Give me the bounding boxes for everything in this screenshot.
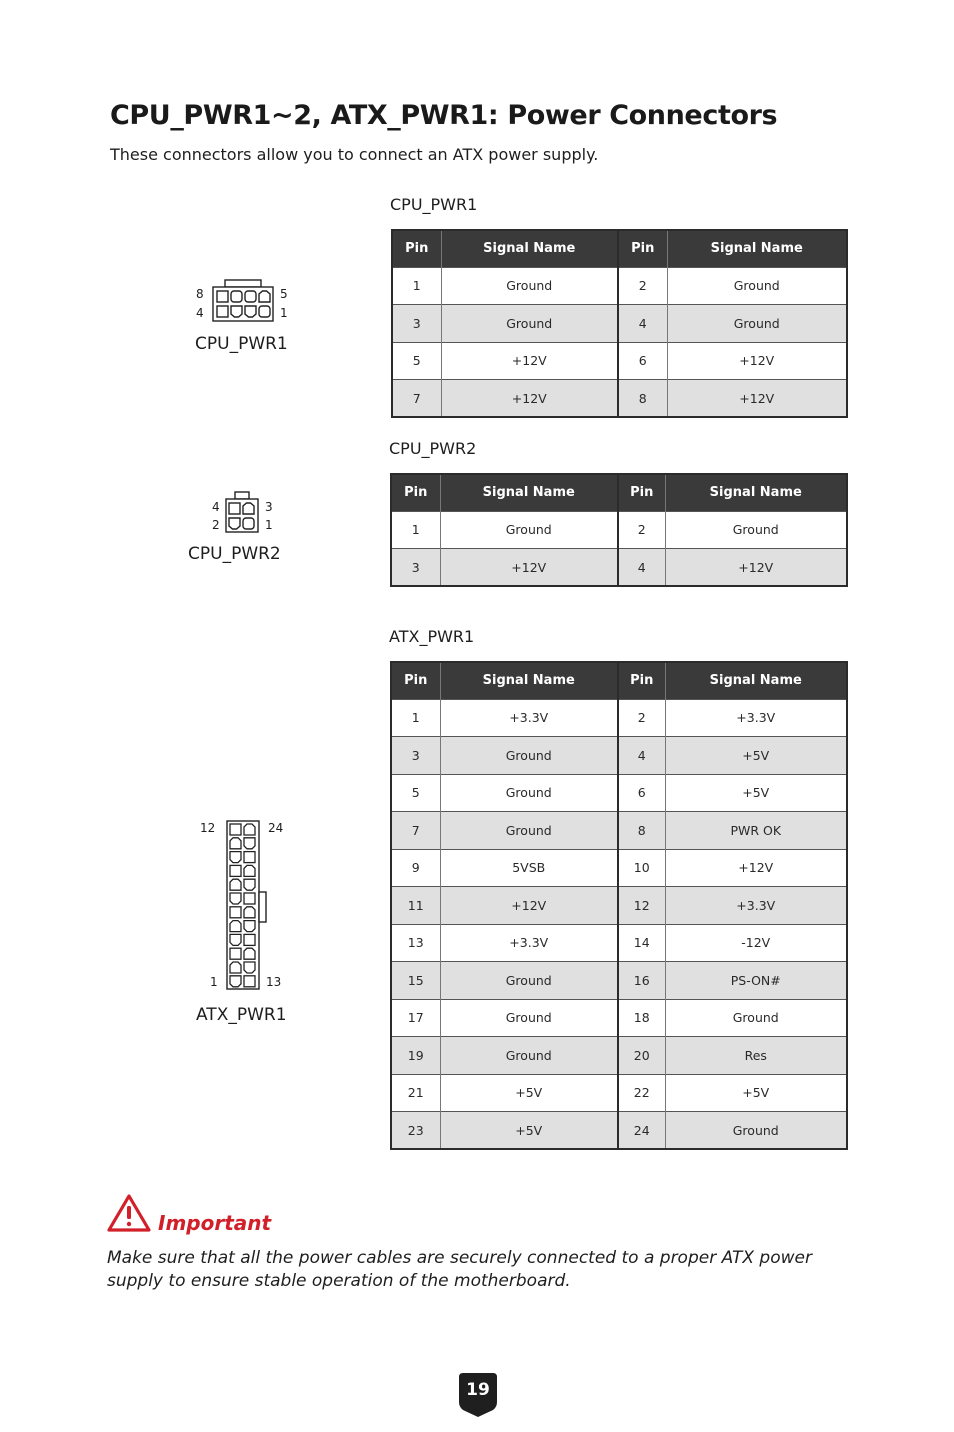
pin-cell: 19	[391, 1037, 440, 1075]
pin-cell: 8	[618, 812, 665, 850]
atx-pwr1-diagram-label: ATX_PWR1	[196, 1005, 287, 1025]
table-header-row	[391, 662, 847, 699]
pin-square-icon	[244, 893, 255, 904]
table-row	[391, 737, 847, 775]
signal-cell: +3.3V	[665, 699, 847, 737]
pin-cell: 3	[391, 549, 440, 587]
pin-square-icon	[230, 948, 241, 959]
pin-cell: 2	[618, 511, 665, 549]
pin-cell: 21	[391, 1074, 440, 1112]
signal-cell: Ground	[440, 962, 618, 1000]
pin-cell: 22	[618, 1074, 665, 1112]
pin-cell: 4	[618, 737, 665, 775]
signal-cell: Ground	[665, 1112, 847, 1150]
pin-label: 4	[196, 306, 204, 320]
signal-cell: PS-ON#	[665, 962, 847, 1000]
pin-square-icon	[244, 934, 255, 945]
page-title: CPU_PWR1~2, ATX_PWR1: Power Connectors	[110, 100, 778, 131]
pin-cell: 14	[618, 924, 665, 962]
pin-label: 1	[265, 518, 273, 532]
cpu-pwr1-diagram-label: CPU_PWR1	[195, 334, 288, 354]
cpu-pwr2-table	[390, 473, 848, 587]
atx-pwr1-caption: ATX_PWR1	[389, 627, 475, 646]
signal-cell: +12V	[441, 342, 618, 380]
signal-cell: Res	[665, 1037, 847, 1075]
signal-cell: Ground	[440, 737, 618, 775]
header-signal-name: Signal Name	[440, 662, 618, 699]
table-row	[391, 849, 847, 887]
pin-cell: 3	[391, 737, 440, 775]
signal-cell: +5V	[440, 1074, 618, 1112]
pin-cell: 6	[618, 342, 667, 380]
header-pin: Pin	[618, 230, 667, 267]
signal-cell: +12V	[665, 849, 847, 887]
pin-label: 12	[200, 821, 216, 835]
pin-label: 3	[265, 500, 273, 514]
pin-cell: 2	[618, 699, 665, 737]
pin-keyed-icon	[244, 948, 255, 959]
signal-cell: Ground	[665, 999, 847, 1037]
signal-cell: Ground	[440, 774, 618, 812]
table-header-row	[392, 230, 847, 267]
header-signal-name: Signal Name	[440, 474, 618, 511]
table-row	[392, 342, 847, 380]
pin-keyed-icon	[230, 921, 241, 932]
warning-icon	[106, 1193, 152, 1233]
pin-label: 1	[210, 975, 218, 989]
pin-cell: 15	[391, 962, 440, 1000]
pin-keyed-icon	[230, 976, 241, 987]
signal-cell: +5V	[665, 774, 847, 812]
signal-cell: +12V	[667, 342, 847, 380]
cpu-pwr1-diagram	[190, 278, 300, 328]
pin-keyed-icon	[244, 879, 255, 890]
signal-cell: Ground	[667, 305, 847, 343]
signal-cell: +3.3V	[440, 699, 618, 737]
pin-label: 4	[212, 500, 220, 514]
pin-cell: 16	[618, 962, 665, 1000]
pin-cell: 8	[618, 380, 667, 418]
pin-keyed-icon	[230, 852, 241, 863]
signal-cell: Ground	[441, 267, 618, 305]
table-row	[391, 1037, 847, 1075]
table-row	[391, 511, 847, 549]
signal-cell: +5V	[665, 737, 847, 775]
table-row	[391, 887, 847, 925]
pin-square-icon	[230, 824, 241, 835]
connector-8pin-icon	[212, 278, 274, 324]
signal-cell: +5V	[665, 1074, 847, 1112]
pin-cell: 1	[392, 267, 441, 305]
signal-cell: Ground	[440, 1037, 618, 1075]
table-row	[391, 924, 847, 962]
signal-cell: Ground	[667, 267, 847, 305]
pin-cell: 7	[392, 380, 441, 418]
signal-cell: +12V	[441, 380, 618, 418]
pin-cell: 2	[618, 267, 667, 305]
intro-text: These connectors allow you to connect an ATX power supply.	[110, 145, 599, 164]
pin-cell: 20	[618, 1037, 665, 1075]
cpu-pwr1-caption: CPU_PWR1	[390, 195, 478, 214]
header-pin: Pin	[391, 474, 440, 511]
pin-square-icon	[244, 976, 255, 987]
pin-cell: 9	[391, 849, 440, 887]
pin-cell: 10	[618, 849, 665, 887]
pin-cell: 1	[391, 511, 440, 549]
connector-24pin-icon	[226, 820, 268, 992]
header-pin: Pin	[391, 662, 440, 699]
pin-cell: 7	[391, 812, 440, 850]
table-row	[391, 999, 847, 1037]
header-signal-name: Signal Name	[441, 230, 618, 267]
table-row	[392, 305, 847, 343]
pin-square-icon	[244, 852, 255, 863]
pin-cell: 23	[391, 1112, 440, 1150]
important-heading: Important	[158, 1211, 272, 1235]
connector-4pin-icon	[225, 490, 261, 534]
pin-keyed-icon	[244, 907, 255, 918]
signal-cell: PWR OK	[665, 812, 847, 850]
pin-cell: 24	[618, 1112, 665, 1150]
header-pin: Pin	[392, 230, 441, 267]
pin-keyed-icon	[230, 879, 241, 890]
header-signal-name: Signal Name	[665, 662, 847, 699]
cpu-pwr2-diagram	[205, 490, 285, 535]
signal-cell: Ground	[440, 511, 618, 549]
signal-cell: 5VSB	[440, 849, 618, 887]
pin-label: 5	[280, 287, 288, 301]
signal-cell: -12V	[665, 924, 847, 962]
signal-cell: +12V	[440, 549, 618, 587]
header-pin: Pin	[618, 662, 665, 699]
pin-cell: 4	[618, 549, 665, 587]
signal-cell: +5V	[440, 1112, 618, 1150]
cpu-pwr2-diagram-label: CPU_PWR2	[188, 544, 281, 564]
pin-keyed-icon	[230, 838, 241, 849]
pin-cell: 5	[392, 342, 441, 380]
table-row	[391, 812, 847, 850]
pin-keyed-icon	[244, 824, 255, 835]
pin-cell: 18	[618, 999, 665, 1037]
pin-cell: 11	[391, 887, 440, 925]
signal-cell: +12V	[440, 887, 618, 925]
table-row	[391, 962, 847, 1000]
signal-cell: +3.3V	[665, 887, 847, 925]
pin-keyed-icon	[230, 962, 241, 973]
pin-cell: 17	[391, 999, 440, 1037]
pin-square-icon	[230, 865, 241, 876]
table-row	[391, 549, 847, 587]
atx-pwr1-table	[390, 661, 848, 1150]
table-row	[391, 699, 847, 737]
important-text: Make sure that all the power cables are securely connected to a proper ATX power supply to ensure stable operation of the motherboard.	[107, 1248, 812, 1291]
pin-keyed-icon	[244, 921, 255, 932]
signal-cell: Ground	[440, 812, 618, 850]
header-signal-name: Signal Name	[665, 474, 847, 511]
pin-label: 24	[268, 821, 284, 835]
pin-keyed-icon	[230, 934, 241, 945]
pin-cell: 1	[391, 699, 440, 737]
pin-cell: 4	[618, 305, 667, 343]
signal-cell: +12V	[665, 549, 847, 587]
pin-keyed-icon	[244, 838, 255, 849]
header-signal-name: Signal Name	[667, 230, 847, 267]
pin-keyed-icon	[230, 893, 241, 904]
pin-keyed-icon	[244, 865, 255, 876]
pin-keyed-icon	[244, 962, 255, 973]
table-row	[391, 1074, 847, 1112]
pin-cell: 12	[618, 887, 665, 925]
pin-label: 2	[212, 518, 220, 532]
pin-square-icon	[230, 907, 241, 918]
page-number: 19	[466, 1380, 490, 1400]
table-row	[391, 1112, 847, 1150]
table-row	[392, 380, 847, 418]
header-pin: Pin	[618, 474, 665, 511]
signal-cell: Ground	[441, 305, 618, 343]
pin-label: 13	[266, 975, 282, 989]
pin-cell: 13	[391, 924, 440, 962]
signal-cell: Ground	[440, 999, 618, 1037]
pin-label: 8	[196, 287, 204, 301]
signal-cell: Ground	[665, 511, 847, 549]
pin-label: 1	[280, 306, 288, 320]
signal-cell: +12V	[667, 380, 847, 418]
pin-cell: 6	[618, 774, 665, 812]
cpu-pwr2-caption: CPU_PWR2	[389, 439, 477, 458]
table-row	[392, 267, 847, 305]
table-row	[391, 774, 847, 812]
pin-cell: 5	[391, 774, 440, 812]
signal-cell: +3.3V	[440, 924, 618, 962]
cpu-pwr1-table	[391, 229, 848, 418]
table-header-row	[391, 474, 847, 511]
pin-cell: 3	[392, 305, 441, 343]
atx-pwr1-diagram	[196, 815, 296, 995]
